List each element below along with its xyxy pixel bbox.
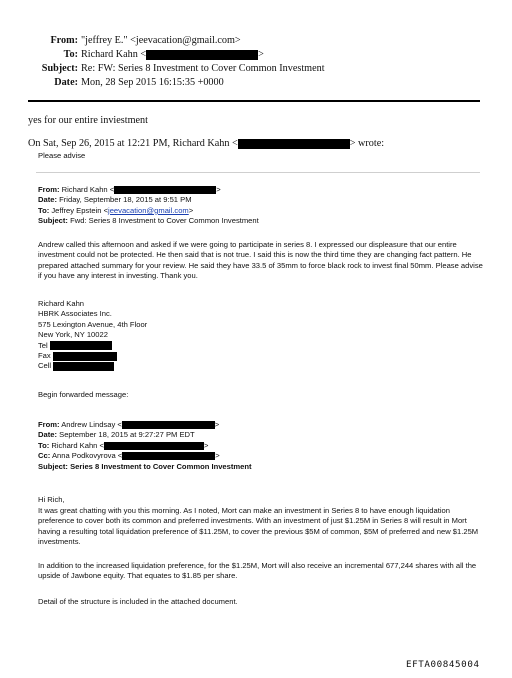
forward1-to-row — [38, 206, 259, 216]
forward1-date-row — [38, 195, 259, 205]
redaction-bar — [53, 352, 117, 361]
forward2-para1: It was great chatting with you this morning. As I noted, Mort can make an investment in Series 8 to have enough liquidation preference to cover both its common and preferred investments. With an investment of just $1.25M in Series 8 will result in Mort having a resulting total liquidation preference of $11.25M, to cover the previous $5M of common, $5M of preferred and new $1.25M investments. — [38, 506, 479, 547]
quote-intro-text: On Sat, Sep 26, 2015 at 12:21 PM, Richard Kahn < — [28, 138, 238, 149]
forward1-subject-value: Fwd: Series 8 Investment to Cover Common Investment — [70, 216, 259, 226]
forward2-to-row — [38, 441, 252, 451]
forward2-para2: In addition to the increased liquidation preference, for the $1.25M, Mort will also receive an incremental 677,244 shares with all the upside of Jawbone equity. That equates to $1.85 per share. — [38, 561, 477, 581]
forward1-date-label: Date: — [38, 195, 57, 205]
header-from-label: From: — [50, 35, 78, 46]
header-date-label: Date: — [54, 77, 78, 88]
signature-cell-row — [38, 361, 147, 371]
redaction-bar — [238, 139, 350, 149]
forward2-header — [38, 420, 252, 472]
redaction-bar — [146, 50, 258, 60]
quote-divider — [36, 172, 480, 173]
begin-forwarded: Begin forwarded message: — [38, 390, 129, 399]
forward1-header — [38, 185, 259, 227]
email-header — [10, 34, 325, 90]
header-to-value: Richard Kahn < — [81, 49, 147, 60]
forward2-cc-label: Cc: — [38, 451, 51, 461]
header-to-tail: > — [258, 49, 264, 60]
forward1-from-tail: > — [216, 185, 221, 194]
signature-company: HBRK Associates Inc. — [38, 309, 112, 319]
forward1-from-row — [38, 185, 259, 195]
reply-body: yes for our entire inviestment — [28, 115, 148, 126]
header-from-row — [10, 34, 325, 48]
forward1-from-value: Richard Kahn < — [61, 185, 115, 194]
header-to-row — [10, 48, 325, 62]
redaction-bar — [122, 452, 215, 460]
forward1-body: Andrew called this afternoon and asked if we were going to participate in series 8. I expressed our displeasure that our entire investment could not be protected. He then said that is not true. I said this is now the third time they are changing fact pattern. He prepared attached summary for your review. He said they have 33.5 of 35mm to force black rock to invest final 50mm. Please advise if you have any interest in investing. Thank you. — [38, 240, 483, 281]
signature-tel-row — [38, 341, 147, 351]
signature-address1: 575 Lexington Avenue, 4th Floor — [38, 319, 148, 329]
header-subject-label: Subject: — [41, 63, 78, 74]
forward2-from-label: From: — [38, 420, 60, 429]
forward1-email-link[interactable]: jeevacation@gmail.com — [108, 205, 189, 215]
forward2-to-label: To: — [38, 440, 50, 450]
header-subject-row — [10, 62, 325, 76]
redaction-bar — [53, 362, 114, 371]
please-advise: Please advise — [38, 151, 86, 160]
redaction-bar — [114, 186, 216, 194]
forward2-from-value: Andrew Lindsay < — [61, 420, 122, 429]
forward2-cc-row — [38, 451, 252, 461]
quote-intro-tail: > wrote: — [349, 138, 385, 149]
signature-name: Richard Kahn — [38, 299, 85, 308]
signature-tel-label: Tel — [38, 340, 48, 350]
header-date-row — [10, 76, 325, 90]
forward1-to-value: Jeffrey Epstein < — [51, 205, 109, 215]
forward1-subject-row — [38, 216, 259, 226]
header-divider — [28, 100, 480, 102]
forward2-para3: Detail of the structure is included in the attached document. — [38, 597, 238, 606]
quote-intro-line — [28, 138, 384, 149]
forward1-to-label: To: — [38, 205, 50, 215]
header-from-value: "jeffrey E." <jeevacation@gmail.com> — [81, 35, 241, 46]
forward2-date-row — [38, 430, 252, 440]
forward2-date-label: Date: — [38, 430, 57, 440]
forward2-to-value: Richard Kahn < — [51, 440, 104, 450]
signature-address2: New York, NY 10022 — [38, 330, 108, 340]
header-date-value: Mon, 28 Sep 2015 16:15:35 +0000 — [81, 77, 224, 88]
redaction-bar — [50, 341, 112, 350]
forward2-subject-value: Series 8 Investment to Cover Common Investment — [70, 461, 252, 471]
forward1-from-label: From: — [38, 185, 60, 194]
forward2-subject-row — [38, 462, 252, 472]
signature-fax-row — [38, 351, 147, 361]
forward2-date-value: September 18, 2015 at 9:27:27 PM EDT — [59, 430, 195, 440]
forward2-greeting: Hi Rich, — [38, 495, 65, 504]
forward1-subject-label: Subject: — [38, 216, 68, 226]
forward2-to-tail: > — [203, 440, 209, 450]
redaction-bar — [122, 421, 215, 429]
forward1-date-value: Friday, September 18, 2015 at 9:51 PM — [59, 195, 192, 205]
forward2-subject-label: Subject: — [38, 461, 68, 471]
header-subject-value: Re: FW: Series 8 Investment to Cover Common Investment — [81, 63, 325, 74]
document-id: EFTA00845004 — [406, 659, 480, 670]
header-to-label: To: — [63, 49, 78, 60]
forward2-cc-value: Anna Podkovyrova < — [51, 451, 123, 461]
forward2-from-tail: > — [214, 420, 220, 429]
forward2-cc-tail: > — [215, 451, 220, 461]
forward2-from-row — [38, 420, 252, 430]
signature-fax-label: Fax — [38, 351, 51, 361]
signature-block — [38, 299, 147, 372]
redaction-bar — [104, 442, 204, 450]
signature-cell-label: Cell — [38, 361, 52, 371]
forward1-to-tail: > — [188, 205, 194, 215]
